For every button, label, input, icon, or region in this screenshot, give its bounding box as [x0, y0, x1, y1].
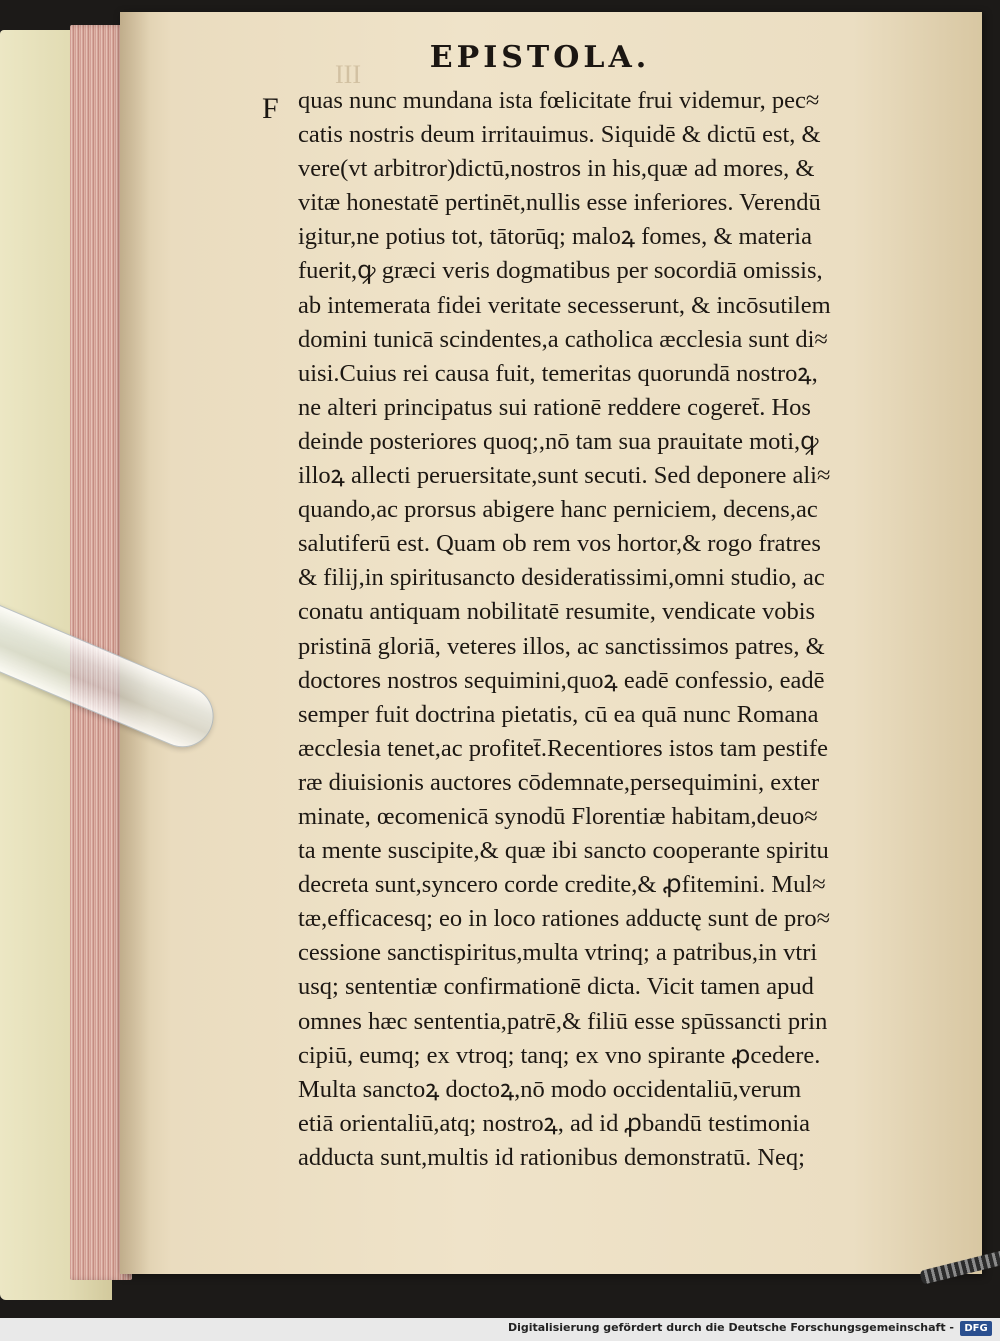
- text-line: pristinā gloriā, veteres illos, ac sanctissimos patres, &: [298, 632, 825, 660]
- text-line: cessione sanctispiritus,multa vtrinq; a patribus,in vtri: [298, 939, 818, 967]
- text-line: vitæ honestatē pertinēt,nullis esse inferiores. Verendū: [298, 189, 821, 217]
- text-line: tæ,efficacesq; eo in loco rationes adductę sunt de pro≈: [298, 905, 831, 933]
- dfg-logo: DFG: [960, 1321, 992, 1336]
- text-line: omnes hæc sententia,patrē,& filiū esse spūssancti prin: [298, 1007, 828, 1035]
- body-text: [298, 84, 938, 1175]
- text-line: ræ diuisionis auctores cōdemnate,persequimini, exter: [298, 768, 820, 796]
- text-line: ab intemerata fidei veritate secesserunt, & incōsutilem: [298, 291, 831, 319]
- text-line: catis nostris deum irritauimus. Siquidē & dictū est, &: [298, 121, 821, 149]
- text-line: Multa sanctoꝝ doctoꝝ,nō modo occidentaliū,verum: [298, 1075, 802, 1103]
- running-heading: EPISTOLA.: [429, 40, 651, 75]
- folio-mark: III: [335, 60, 361, 89]
- text-line: semper fuit doctrina pietatis, cū ea quā nunc Romana: [298, 700, 819, 728]
- footer-bar: [0, 1318, 1000, 1341]
- text-line: & filij,in spiritusancto desideratissimi,omni studio, ac: [298, 564, 825, 592]
- text-line: æcclesia tenet,ac profitet̄.Recentiores istos tam pestife: [298, 734, 828, 762]
- text-line: deinde posteriores quoq;,nō tam sua prauitate moti,ꝙ: [298, 427, 819, 455]
- text-line: conatu antiquam nobilitatē resumite, vendicate vobis: [298, 598, 816, 626]
- text-line: fuerit,ꝙ græci veris dogmatibus per socordiā omissis,: [298, 257, 823, 285]
- text-line: cipiū, eumq; ex vtroq; tanq; ex vno spirante ꝓcedere.: [298, 1041, 821, 1069]
- text-line: usq; sententiæ confirmationē dicta. Vicit tamen apud: [298, 973, 814, 1001]
- text-line: illoꝝ allecti peruersitate,sunt secuti. Sed deponere ali≈: [298, 462, 831, 490]
- text-line: vere(vt arbitror)dictū,nostros in his,quæ ad mores, &: [298, 155, 815, 183]
- marginal-initial: F: [262, 92, 279, 125]
- text-line: quas nunc mundana ista fœlicitate frui videmur, pec≈: [298, 87, 820, 114]
- funding-notice: Digitalisierung gefördert durch die Deutsche Forschungsgemeinschaft -: [507, 1321, 954, 1334]
- text-line: salutiferū est. Quam ob rem vos hortor,& rogo fratres: [298, 530, 821, 558]
- text-line: adducta sunt,multis id rationibus demonstratū. Neq;: [298, 1143, 805, 1171]
- text-line: uisi.Cuius rei causa fuit, temeritas quorundā nostroꝝ,: [298, 359, 818, 387]
- text-line: ta mente suscipite,& quæ ibi sancto cooperante spiritu: [298, 837, 829, 865]
- text-line: minate, œcomenicā synodū Florentiæ habitam,deuo≈: [298, 802, 818, 830]
- text-line: decreta sunt,syncero corde credite,& ꝓfitemini. Mul≈: [298, 871, 826, 899]
- text-line: etiā orientaliū,atq; nostroꝝ, ad id ꝓbandū testimonia: [298, 1109, 811, 1137]
- text-line: ne alteri principatus sui rationē reddere cogeret̄. Hos: [298, 393, 811, 421]
- text-line: domini tunicā scindentes,a catholica æcclesia sunt di≈: [298, 325, 828, 353]
- text-line: igitur,ne potius tot, tātorūq; maloꝝ fomes, & materia: [298, 223, 812, 251]
- text-line: quando,ac prorsus abigere hanc perniciem, decens,ac: [298, 496, 818, 524]
- text-line: doctores nostros sequimini,quoꝝ eadē confessio, eadē: [298, 666, 825, 694]
